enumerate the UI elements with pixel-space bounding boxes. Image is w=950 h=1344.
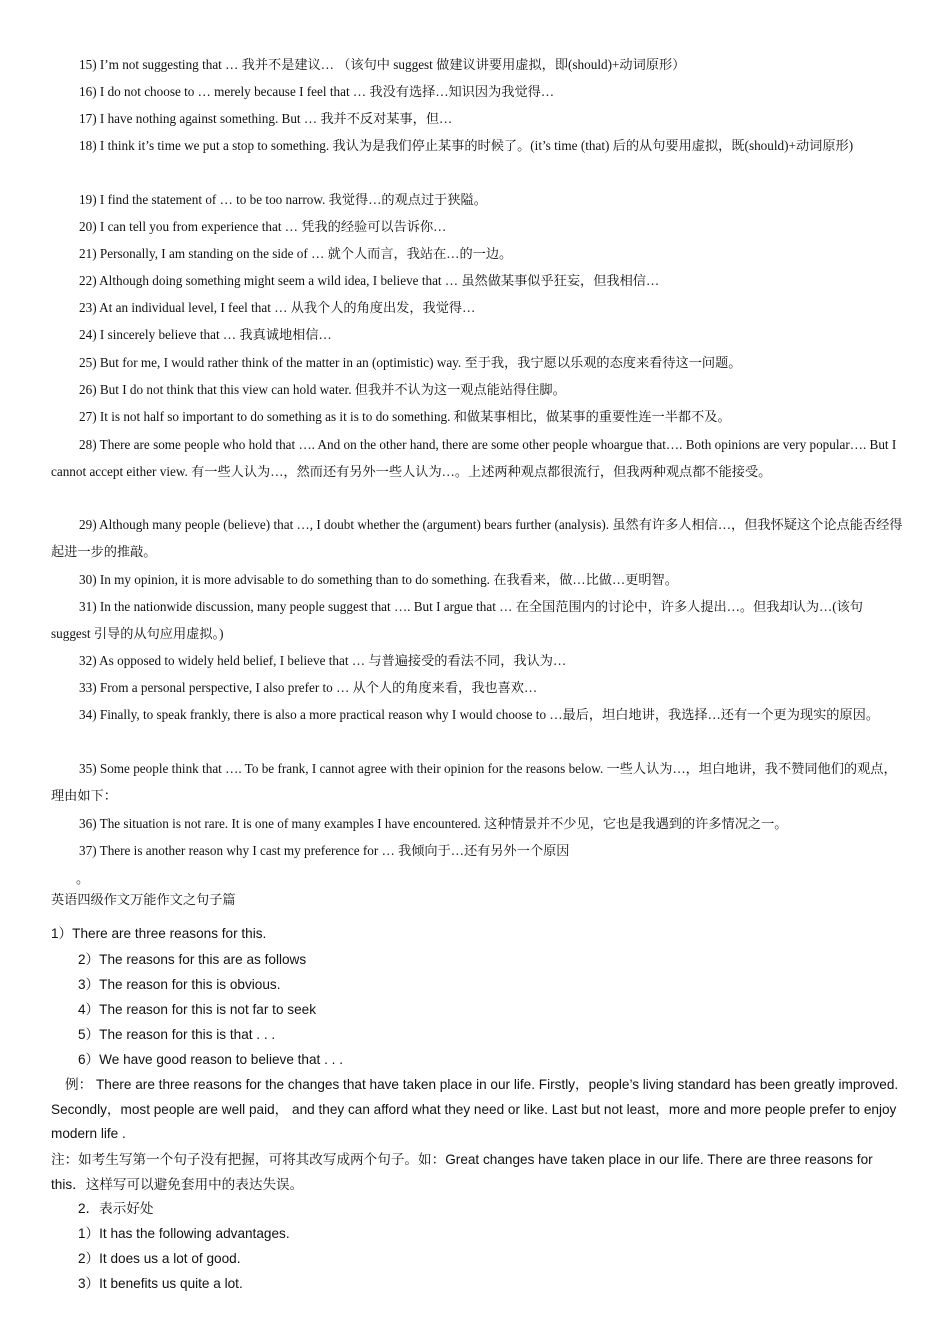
phrase-item: 23) At an individual level, I feel that … 从我个人的角度出发，我觉得… [79, 300, 476, 315]
reason-item: 2）The reasons for this are as follows [78, 952, 307, 967]
advantages-heading: 2．表示好处 [78, 1201, 154, 1216]
phrase-item: 22) Although doing something might seem a wild idea, I believe that … 虽然做某事似乎狂妄，但我相信… [79, 273, 660, 288]
phrase-item: 18) I think it’s time we put a stop to something. 我认为是我们停止某事的时候了。(it’s time (that) 后的从句要用虚拟，既(should)+动词原形) [79, 138, 854, 153]
phrase-item: 15) I’m not suggesting that … 我并不是建议… （该句中 suggest 做建议讲要用虚拟，即(should)+动词原形） [79, 57, 686, 72]
reason-item: 4）The reason for this is not far to seek [78, 1002, 317, 1017]
phrase-item: 26) But I do not think that this view can hold water. 但我并不认为这一观点能站得住脚。 [79, 382, 566, 397]
phrase-item: 32) As opposed to widely held belief, I believe that … 与普遍接受的看法不同，我认为… [79, 653, 567, 668]
phrase-item: 31) In the nationwide discussion, many people suggest that …. But I argue that … 在全国范围内的讨论中，许多人提出…。但我却认为…(该句 suggest 引导的从句应用虚拟。) [51, 599, 863, 641]
phrase-item: 36) The situation is not rare. It is one of many examples I have encountered. 这种情景并不少见，它也是我遇到的许多情况之一。 [79, 816, 788, 831]
reason-item: 5）The reason for this is that . . . [78, 1027, 276, 1042]
phrase-item: 25) But for me, I would rather think of the matter in an (optimistic) way. 至于我，我宁愿以乐观的态度来看待这一问题。 [79, 355, 742, 370]
section-title: 英语四级作文万能作文之句子篇 [51, 892, 236, 907]
phrase-item: 19) I find the statement of … to be too narrow. 我觉得…的观点过于狭隘。 [79, 192, 487, 207]
note-paragraph: 注：如考生写第一个句子没有把握，可将其改写成两个句子。如：Great changes have taken place in our life. There are three reasons for this．这样写可以避免套用中的表达失误。 [51, 1152, 873, 1192]
phrase-item: 33) From a personal perspective, I also prefer to … 从个人的角度来看，我也喜欢… [79, 680, 538, 695]
phrase-item: 21) Personally, I am standing on the side of … 就个人而言，我站在…的一边。 [79, 246, 513, 261]
reason-item: 3）The reason for this is obvious. [78, 977, 281, 992]
stray-period: 。 [76, 871, 90, 886]
example-paragraph: 例： There are three reasons for the changes that have taken place in our life. Firstly，people’s living standard has been greatly improved. Secondly，most people are well paid， and they can afford what they need or like. Last but not least，more and more people prefer to enjoy modern life . [51, 1077, 899, 1141]
phrase-item: 16) I do not choose to … merely because I feel that … 我没有选择…知识因为我觉得… [79, 84, 555, 99]
reason-item: 6）We have good reason to believe that . . . [78, 1052, 343, 1067]
phrase-item: 24) I sincerely believe that … 我真诚地相信… [79, 327, 332, 342]
phrase-item: 28) There are some people who hold that …. And on the other hand, there are some other people whoargue that…. Both opinions are very popular…. But I cannot accept either view. 有一些人认为…，然而还有另外一些人认为…。上述两种观点都很流行，但我两种观点都不能接受。 [51, 437, 897, 479]
advantage-item: 1）It has the following advantages. [78, 1226, 290, 1241]
advantage-item: 2）It does us a lot of good. [78, 1251, 241, 1266]
phrase-item: 29) Although many people (believe) that …, I doubt whether the (argument) bears further (analysis). 虽然有许多人相信…，但我怀疑这个论点能否经得起进一步的推敲。 [51, 517, 903, 559]
phrase-item: 30) In my opinion, it is more advisable to do something than to do something. 在我看来，做…比做…更明智。 [79, 572, 678, 587]
phrase-item: 17) I have nothing against something. But … 我并不反对某事，但… [79, 111, 453, 126]
phrase-item: 20) I can tell you from experience that … 凭我的经验可以告诉你… [79, 219, 447, 234]
phrase-item: 27) It is not half so important to do something as it is to do something. 和做某事相比，做某事的重要性连一半都不及。 [79, 409, 731, 424]
phrase-item: 34) Finally, to speak frankly, there is also a more practical reason why I would choose to …最后，坦白地讲，我选择…还有一个更为现实的原因。 [79, 707, 880, 722]
advantage-item: 3）It benefits us quite a lot. [78, 1276, 243, 1291]
phrase-item: 37) There is another reason why I cast my preference for … 我倾向于…还有另外一个原因 [79, 843, 570, 858]
phrase-item: 35) Some people think that …. To be frank, I cannot agree with their opinion for the reasons below. 一些人认为…，坦白地讲，我不赞同他们的观点，理由如下： [51, 761, 897, 803]
reason-item: 1）There are three reasons for this. [51, 926, 267, 941]
